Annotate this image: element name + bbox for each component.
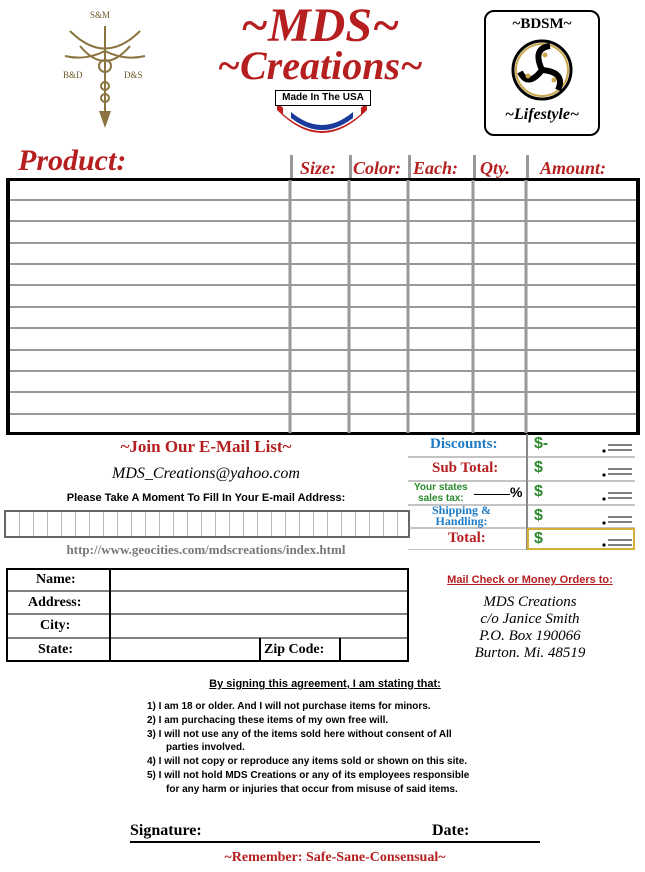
city-input[interactable]	[114, 618, 410, 639]
agreement-item-continued: parties involved.	[166, 742, 245, 754]
brand-title-line1: ~MDS~	[240, 0, 400, 52]
order-cell-input[interactable]	[531, 416, 639, 434]
column-divider	[526, 155, 529, 179]
order-cell-input[interactable]	[354, 287, 407, 305]
subtotal-dollar-sign: $	[534, 459, 543, 476]
tax-dollar-sign: $	[534, 483, 543, 500]
agreement-item: 1) I am 18 or older. And I will not purchase items for minors.	[147, 701, 431, 712]
order-cell-input[interactable]	[413, 394, 472, 412]
signature-label: Signature:	[130, 822, 202, 839]
mailing-address-line: MDS Creations	[483, 594, 577, 610]
order-cell-input[interactable]	[413, 352, 472, 370]
order-cell-input[interactable]	[531, 373, 639, 391]
order-cell-input[interactable]	[295, 416, 348, 434]
order-cell-input[interactable]	[354, 202, 407, 220]
mailing-address-line: P.O. Box 190066	[479, 628, 581, 644]
order-cell-input[interactable]	[295, 245, 348, 263]
order-cell-input[interactable]	[295, 394, 348, 412]
subtotal-input[interactable]	[550, 460, 604, 481]
order-cell-input[interactable]	[354, 309, 407, 327]
order-cell-input[interactable]	[354, 245, 407, 263]
order-cell-input[interactable]	[531, 287, 639, 305]
order-cell-input[interactable]	[11, 352, 289, 370]
state-input[interactable]	[114, 641, 262, 662]
order-cell-input[interactable]	[478, 394, 525, 412]
size-column-header: Size:	[300, 158, 336, 178]
order-cell-input[interactable]	[478, 352, 525, 370]
order-cell-input[interactable]	[11, 309, 289, 327]
total-label: Total:	[448, 530, 486, 546]
order-cell-input[interactable]	[478, 223, 525, 241]
totals-panel	[408, 434, 635, 550]
brand-title-line2: ~Creations~	[217, 43, 423, 88]
order-cell-input[interactable]	[413, 416, 472, 434]
subtotal-label: Sub Total:	[432, 460, 499, 476]
discount-dollar-sign: $-	[534, 435, 549, 452]
order-cell-input[interactable]	[354, 352, 407, 370]
order-cell-input[interactable]	[531, 352, 639, 370]
product-column-header: Product:	[18, 144, 127, 177]
order-cell-input[interactable]	[478, 202, 525, 220]
order-cell-input[interactable]	[478, 330, 525, 348]
order-cell-input[interactable]	[11, 416, 289, 434]
shipping-dollar-sign: $	[534, 507, 543, 524]
sales-tax-label: Your states sales tax:	[414, 482, 468, 504]
order-cell-input[interactable]	[531, 309, 639, 327]
zip-code-label: Zip Code:	[264, 642, 325, 657]
name-input[interactable]	[114, 572, 410, 593]
order-cell-input[interactable]	[354, 223, 407, 241]
column-divider	[349, 155, 352, 179]
order-cell-input[interactable]	[413, 245, 472, 263]
state-label: State:	[38, 642, 73, 657]
order-cell-input[interactable]	[531, 202, 639, 220]
shipping-label: Shipping & Handling:	[432, 503, 492, 528]
agreement-item: 2) I am purchacing these items of my own free will.	[147, 714, 389, 726]
zip-code-input[interactable]	[344, 641, 410, 662]
emblem-label-left: B&D	[63, 70, 83, 80]
contact-email: MDS_Creations@yahoo.com	[112, 465, 300, 482]
order-cell-input[interactable]	[354, 394, 407, 412]
shipping-input[interactable]	[550, 508, 604, 529]
email-list-heading: ~Join Our E-Mail List~	[120, 437, 292, 456]
mailing-address	[440, 594, 620, 662]
agreement-item: 3) I will not use any of the items sold here without consent of All	[147, 728, 452, 740]
amount-column-header: Amount:	[540, 158, 607, 178]
order-cell-input[interactable]	[295, 266, 348, 284]
footer-motto: ~Remember: Safe-Sane-Consensual~	[224, 850, 446, 865]
address-input[interactable]	[114, 595, 410, 616]
order-cell-input[interactable]	[478, 373, 525, 391]
tax-input[interactable]	[550, 484, 604, 505]
order-cell-input[interactable]	[11, 245, 289, 263]
order-cell-input[interactable]	[295, 352, 348, 370]
order-cell-input[interactable]	[295, 223, 348, 241]
order-cell-input[interactable]	[531, 394, 639, 412]
order-cell-input[interactable]	[478, 309, 525, 327]
made-in-usa-label: Made In The USA	[275, 90, 371, 106]
order-cell-input[interactable]	[413, 202, 472, 220]
order-cell-input[interactable]	[413, 330, 472, 348]
order-cell-input[interactable]	[478, 287, 525, 305]
order-cell-input[interactable]	[413, 373, 472, 391]
order-cell-input[interactable]	[295, 373, 348, 391]
name-label: Name:	[36, 572, 76, 587]
order-cell-input[interactable]	[11, 287, 289, 305]
mailing-address-line: Burton. Mi. 48519	[474, 645, 586, 661]
order-cell-input[interactable]	[11, 266, 289, 284]
each-column-header: Each:	[413, 158, 458, 178]
order-cell-input[interactable]	[295, 287, 348, 305]
mailing-address-line: c/o Janice Smith	[480, 611, 580, 627]
order-cell-input[interactable]	[11, 373, 289, 391]
order-cell-input[interactable]	[354, 416, 407, 434]
total-input[interactable]	[550, 531, 604, 550]
order-cell-input[interactable]	[354, 373, 407, 391]
order-cell-input[interactable]	[295, 309, 348, 327]
order-cell-input[interactable]	[11, 330, 289, 348]
total-dollar-sign: $	[534, 530, 543, 547]
agreement-heading: By signing this agreement, I am stating that:	[209, 678, 441, 690]
agreement-terms-list	[147, 700, 547, 797]
email-input[interactable]	[6, 512, 412, 538]
agreement-item-continued: for any harm or injuries that occur from misuse of said items.	[166, 783, 458, 795]
signature-line[interactable]	[130, 841, 540, 843]
emblem-label-right: D&S	[124, 70, 143, 80]
emblem-label-top: S&M	[90, 10, 111, 20]
order-cell-input[interactable]	[11, 202, 289, 220]
percent-sign: %	[510, 484, 523, 500]
order-cell-input[interactable]	[413, 266, 472, 284]
order-cell-input[interactable]	[478, 266, 525, 284]
order-cell-input[interactable]	[11, 223, 289, 241]
order-cell-input[interactable]	[531, 223, 639, 241]
order-cell-input[interactable]	[413, 223, 472, 241]
column-divider	[408, 155, 411, 179]
email-input-field[interactable]	[4, 510, 410, 538]
order-cell-input[interactable]	[478, 416, 525, 434]
tax-rate-line[interactable]	[474, 494, 510, 495]
order-cell-input[interactable]	[413, 287, 472, 305]
order-cell-input[interactable]	[531, 330, 639, 348]
agreement-item: 4) I will not copy or reproduce any items sold or shown on this site.	[147, 756, 468, 768]
order-items-table	[6, 178, 640, 435]
agreement-item: 5) I will not hold MDS Creations or any of its employees responsible	[147, 769, 470, 781]
column-divider	[473, 155, 476, 179]
bdsm-badge-subtitle: ~Lifestyle~	[504, 106, 580, 123]
order-cell-input[interactable]	[354, 266, 407, 284]
address-label: Address:	[28, 595, 82, 610]
date-label: Date:	[432, 822, 470, 839]
order-cell-input[interactable]	[295, 330, 348, 348]
order-cell-input[interactable]	[354, 330, 407, 348]
city-label: City:	[40, 618, 71, 633]
shipping-address-form	[6, 568, 409, 662]
mail-to-heading: Mail Check or Money Orders to:	[447, 574, 613, 586]
order-cell-input[interactable]	[413, 309, 472, 327]
website-url[interactable]: http://www.geocities.com/mdscreations/index.html	[66, 542, 346, 557]
order-cell-input[interactable]	[295, 202, 348, 220]
order-cell-input[interactable]	[478, 245, 525, 263]
discount-input[interactable]	[550, 436, 604, 457]
email-prompt: Please Take A Moment To Fill In Your E-mail Address:	[66, 492, 346, 504]
order-cell-input[interactable]	[11, 394, 289, 412]
order-cell-input[interactable]	[531, 245, 639, 263]
qty-column-header: Qty.	[480, 158, 510, 178]
column-divider	[290, 155, 293, 179]
color-column-header: Color:	[353, 158, 402, 178]
bdsm-badge-title: ~BDSM~	[512, 16, 572, 32]
order-cell-input[interactable]	[531, 266, 639, 284]
discounts-label: Discounts:	[430, 436, 498, 452]
triskelion-icon	[510, 38, 574, 102]
